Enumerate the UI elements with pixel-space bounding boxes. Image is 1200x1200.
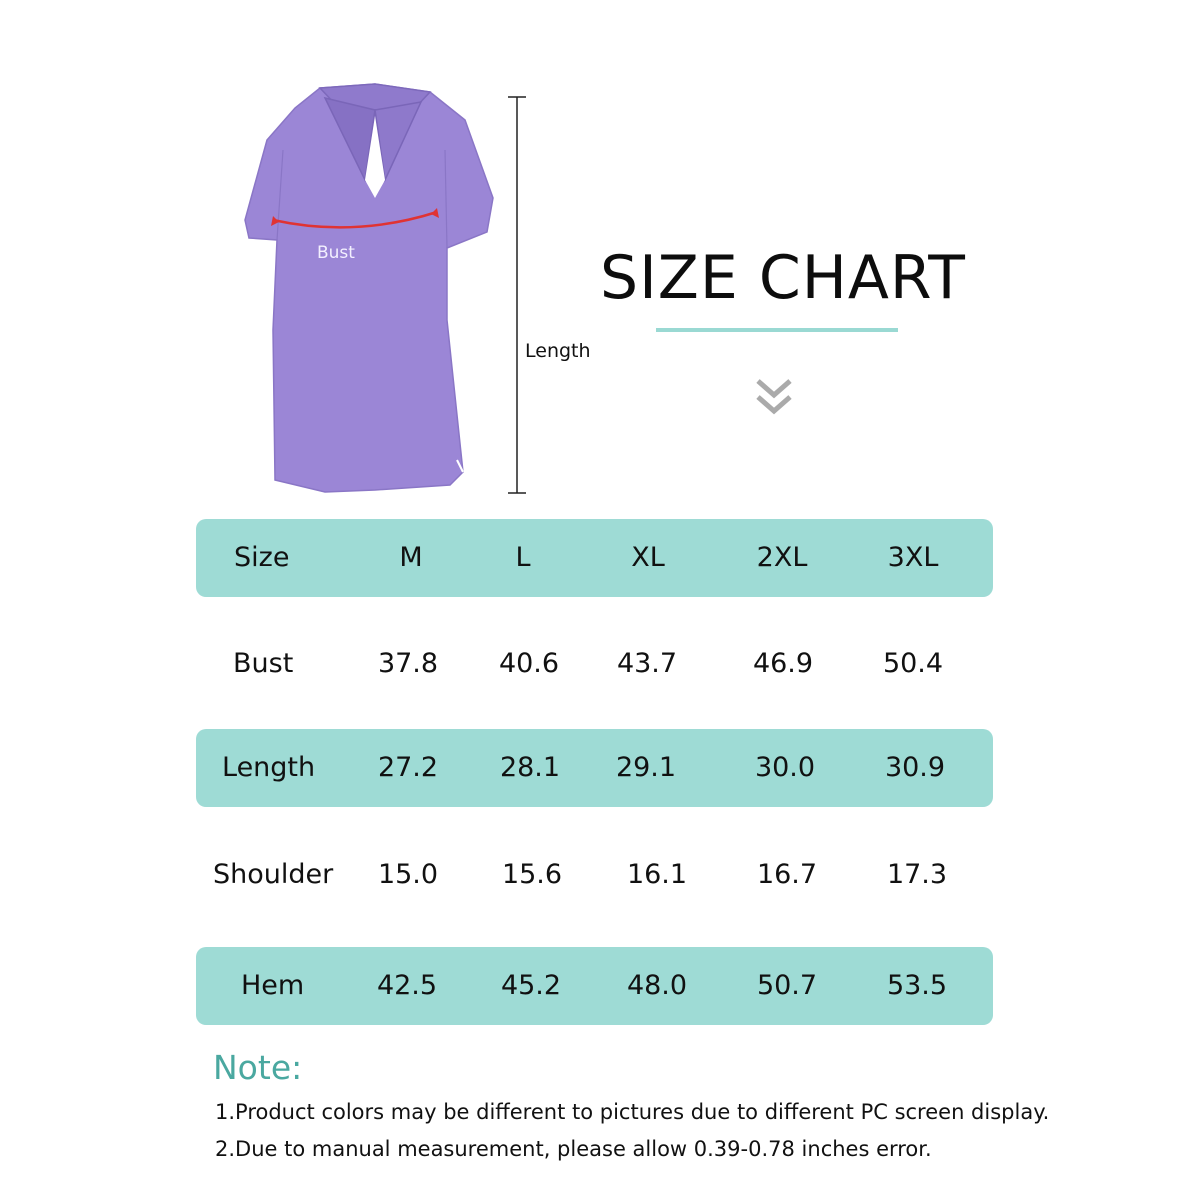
table-cell: 17.3 [886, 859, 948, 890]
length-label: Length [525, 340, 591, 362]
table-cell: 37.8 [377, 648, 439, 679]
table-cell: 43.7 [616, 648, 678, 679]
length-measure-line [505, 95, 529, 495]
table-row [196, 729, 993, 807]
table-cell: 30.0 [754, 752, 816, 783]
header-cell: L [515, 542, 531, 573]
table-cell: 45.2 [500, 970, 562, 1001]
table-cell: 28.1 [499, 752, 561, 783]
table-cell: 53.5 [886, 970, 948, 1001]
header-size: Size [234, 542, 290, 573]
table-cell: 15.6 [501, 859, 563, 890]
table-cell: 27.2 [377, 752, 439, 783]
table-header [196, 519, 993, 597]
header-cell: 3XL [887, 542, 939, 573]
table-cell: 42.5 [376, 970, 438, 1001]
row-label: Shoulder [213, 859, 334, 890]
polo-shirt-illustration [225, 80, 495, 500]
table-cell: 16.7 [756, 859, 818, 890]
header-cell: 2XL [756, 542, 808, 573]
table-cell: 15.0 [377, 859, 439, 890]
chevron-down-icon [754, 375, 794, 421]
title-underline [656, 328, 898, 332]
table-row [196, 836, 993, 914]
row-label: Length [222, 752, 316, 783]
table-cell: 30.9 [884, 752, 946, 783]
table-cell: 46.9 [752, 648, 814, 679]
table-row [196, 625, 993, 703]
row-label: Bust [233, 648, 294, 679]
table-cell: 40.6 [498, 648, 560, 679]
table-cell: 50.7 [756, 970, 818, 1001]
table-cell: 29.1 [615, 752, 677, 783]
note-line-2: 2.Due to manual measurement, please allow 0.39-0.78 inches error. [215, 1137, 932, 1161]
table-row [196, 947, 993, 1025]
note-title: Note: [213, 1048, 303, 1087]
header-cell: M [399, 542, 423, 573]
table-cell: 50.4 [882, 648, 944, 679]
table-cell: 48.0 [626, 970, 688, 1001]
page-title: SIZE CHART [600, 243, 966, 313]
header-cell: XL [631, 542, 665, 573]
bust-label: Bust [317, 243, 355, 263]
table-cell: 16.1 [626, 859, 688, 890]
row-label: Hem [241, 970, 305, 1001]
note-line-1: 1.Product colors may be different to pictures due to different PC screen display. [215, 1100, 1050, 1124]
